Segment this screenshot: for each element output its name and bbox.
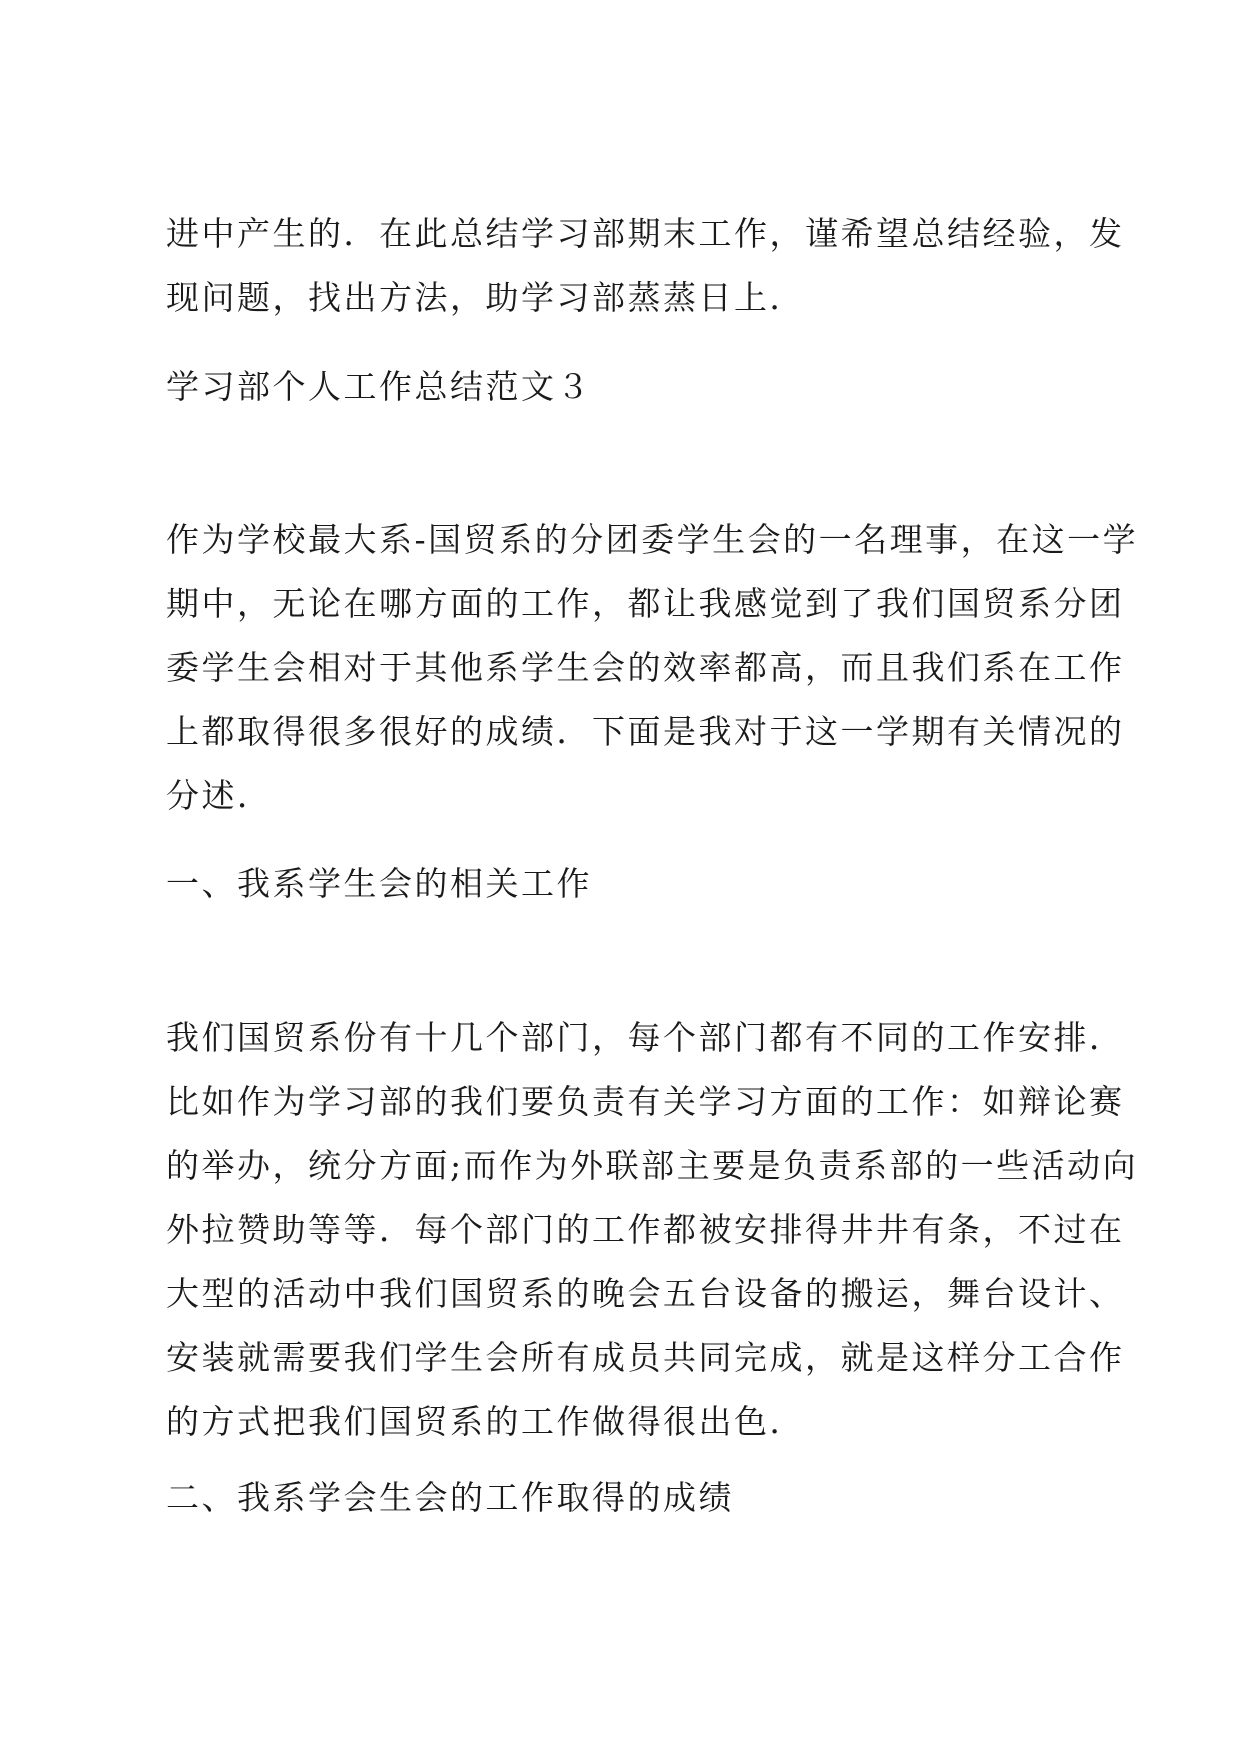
paragraph-line: 期中，无论在哪方面的工作，都让我感觉到了我们国贸系分团 <box>166 584 1125 623</box>
paragraph-intro <box>166 202 1125 330</box>
heading-text: 一、我系学生会的相关工作 <box>166 864 592 903</box>
section-heading-2 <box>166 1466 1086 1530</box>
paragraph-line: 委学生会相对于其他系学生会的效率都高，而且我们系在工作 <box>166 648 1125 687</box>
paragraph-line: 的举办，统分方面;而作为外联部主要是负责系部的一些活动向 <box>166 1146 1139 1185</box>
paragraph-line: 分述． <box>166 776 273 815</box>
section-heading-1 <box>166 852 1086 916</box>
paragraph-2 <box>166 1006 1139 1454</box>
paragraph-line: 的方式把我们国贸系的工作做得很出色． <box>166 1402 805 1441</box>
paragraph-line: 比如作为学习部的我们要负责有关学习方面的工作：如辩论赛 <box>166 1082 1125 1121</box>
paragraph-line: 进中产生的．在此总结学习部期末工作，谨希望总结经验，发 <box>166 214 1125 253</box>
heading-text: 二、我系学会生会的工作取得的成绩 <box>166 1478 734 1517</box>
paragraph-1 <box>166 508 1139 828</box>
paragraph-line: 上都取得很多很好的成绩．下面是我对于这一学期有关情况的 <box>166 712 1125 751</box>
essay-heading <box>166 355 1086 419</box>
paragraph-line: 安装就需要我们学生会所有成员共同完成，就是这样分工合作 <box>166 1338 1125 1377</box>
paragraph-line: 大型的活动中我们国贸系的晚会五台设备的搬运，舞台设计、 <box>166 1274 1125 1313</box>
paragraph-line: 我们国贸系份有十几个部门，每个部门都有不同的工作安排． <box>166 1018 1125 1057</box>
paragraph-line: 外拉赞助等等．每个部门的工作都被安排得井井有条，不过在 <box>166 1210 1125 1249</box>
heading-text: 学习部个人工作总结范文３ <box>166 367 592 406</box>
paragraph-line: 现问题，找出方法，助学习部蒸蒸日上． <box>166 278 805 317</box>
paragraph-line: 作为学校最大系-国贸系的分团委学生会的一名理事，在这一学 <box>166 520 1139 559</box>
